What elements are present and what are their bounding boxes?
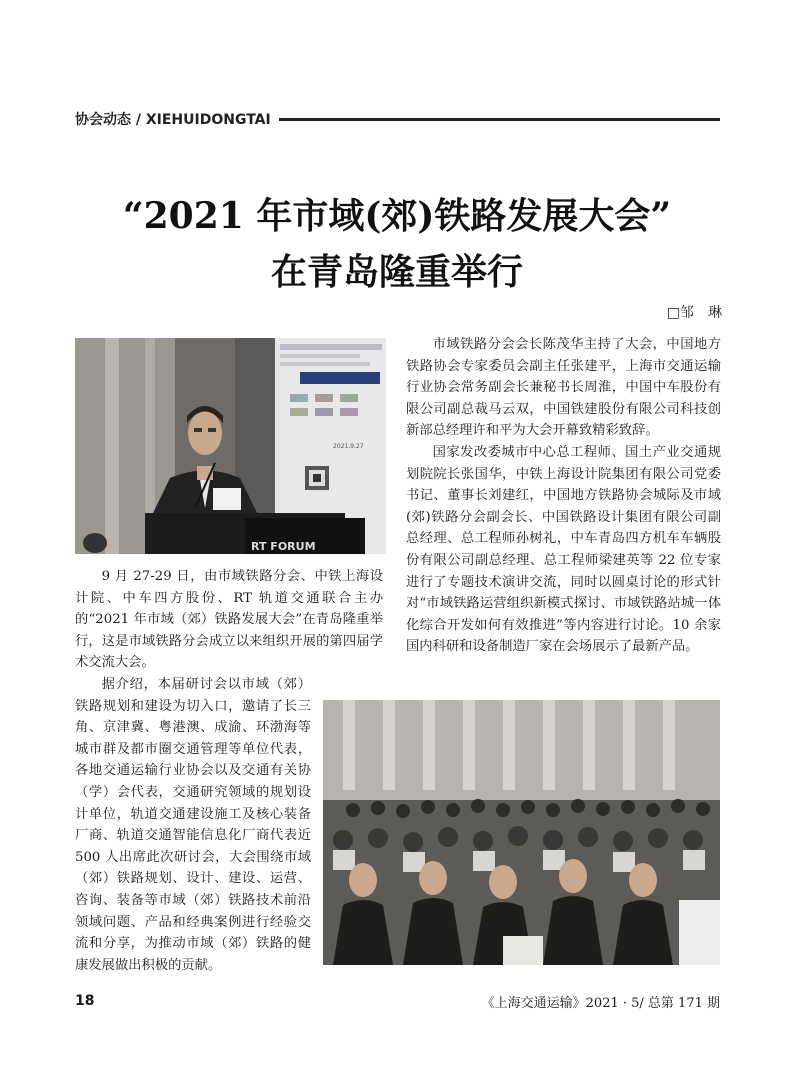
article-title-line-1: “2021 年市域(郊)铁路发展大会” <box>122 195 672 237</box>
section-rule <box>279 118 720 121</box>
paragraph: 国家发改委城市中心总工程师、国土产业交通规划院院长张国华，中铁上海设计院集团有限公司党委书记、董事长刘建红，中国地方铁路协会城际及市域(郊)铁路分会副会长、中国铁路设计集团有限公司副总经理、总工程师孙树礼，中车青岛四方机车车辆股份有限公司副总经理、总工程师梁建英等 22 位专家进行了专题技术演讲交流，同时以圆桌讨论的形式针对“市域铁路运营组织新模式探讨、市域铁路站城一体化综合开发如何有效推进”等内容进行讨论。10 余家国内科研和设备制造厂家在会场展示了最新产品。 <box>406 444 721 655</box>
article-title-line-2: 在青岛隆重举行 <box>270 251 523 293</box>
speaker-photo-image <box>75 338 386 554</box>
section-label: 协会动态 / XIEHUIDONGTAI <box>75 112 271 128</box>
paragraph-rest: 邀请了长三角、京津冀、粤港澳、成渝、环渤海等城市群及都市圈交通管理等单位代表，各地交通运输行业协会以及交通有关协（学）会代表，交通研究领域的规划设计单位，轨道交通建设施工及核心装备厂商、轨道交通智能信息化厂商代表近 500 人出席此次研讨会，大会围绕市域（郊）铁路规划、设计、建设、运营、咨询、装备等市域（郊）铁路技术前沿领域问题、产品和经典案例进行经验交流和分享，为推动市域（郊）铁路的健康发展做出积极的贡献。 <box>75 698 312 973</box>
article-title <box>60 188 734 300</box>
left-column-narrow-text <box>75 674 311 976</box>
paragraph: 市域铁路分会会长陈茂华主持了大会，中国地方铁路协会专家委员会副主任张建平，上海市交通运输行业协会常务副会长兼秘书长周淮，中国中车股份有限公司副总裁马云双，中国铁建股份有限公司科技创新部总经理许和平为大会开幕致精彩致辞。 <box>406 337 721 439</box>
paragraph <box>75 674 311 976</box>
audience-photo-image <box>323 700 720 965</box>
left-column-text <box>75 566 383 674</box>
right-column-text <box>406 334 721 658</box>
screen-date: 2021.9.27 <box>333 443 364 450</box>
podium-banner-text: RT FORUM <box>251 540 316 553</box>
section-header <box>75 108 720 130</box>
page-number: 18 <box>75 993 95 1009</box>
journal-citation: 《上海交通运输》2021 · 5/ 总第 171 期 <box>481 996 720 1011</box>
paragraph-start: 据介绍，本届研讨会以市域（郊）铁路规划和建设为切入口， <box>75 677 311 714</box>
speaker-photo <box>75 338 386 554</box>
audience-photo <box>323 700 720 965</box>
paragraph: 9 月 27-29 日，由市域铁路分会、中铁上海设计院、中车四方股份、RT 轨道交通联合主办的“2021 年市域（郊）铁路发展大会”在青岛隆重举行，这是市域铁路分会成立以来组织开展的第四届学术交流大会。 <box>75 569 383 671</box>
article-author: □邹 琳 <box>666 305 722 321</box>
